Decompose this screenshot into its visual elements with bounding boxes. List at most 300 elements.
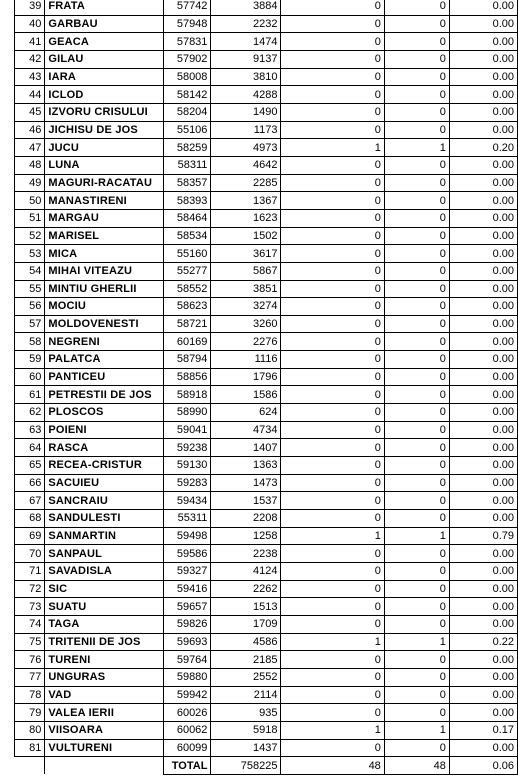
locality-name-cell: VIISOARA — [45, 721, 164, 739]
table-row — [15, 333, 518, 351]
percent-cell: 0.00 — [449, 739, 517, 757]
row-number-cell: 50 — [15, 192, 45, 210]
locality-code-cell: 58311 — [164, 156, 211, 174]
count-a-cell: 0 — [281, 333, 384, 351]
table-row — [15, 668, 518, 686]
count-a-cell: 0 — [281, 33, 384, 51]
population-cell: 3617 — [211, 245, 281, 263]
percent-cell: 0.00 — [449, 368, 517, 386]
percent-cell: 0.00 — [449, 615, 517, 633]
count-b-cell: 0 — [384, 563, 449, 581]
row-number-cell: 46 — [15, 121, 45, 139]
count-b-cell: 0 — [384, 457, 449, 475]
locality-code-cell: 60099 — [164, 739, 211, 757]
count-b-cell: 0 — [384, 15, 449, 33]
locality-name-cell: FRATA — [45, 0, 164, 15]
row-number-cell: 41 — [15, 33, 45, 51]
row-number-cell: 47 — [15, 139, 45, 157]
table-row — [15, 457, 518, 475]
count-b-cell: 0 — [384, 103, 449, 121]
locality-code-cell: 58259 — [164, 139, 211, 157]
row-number-cell: 64 — [15, 439, 45, 457]
population-cell: 2285 — [211, 174, 281, 192]
row-number-cell: 80 — [15, 721, 45, 739]
row-number-cell: 52 — [15, 227, 45, 245]
row-number-cell: 51 — [15, 209, 45, 227]
locality-name-cell: JICHISU DE JOS — [45, 121, 164, 139]
locality-code-cell: 57948 — [164, 15, 211, 33]
locality-name-cell: RECEA-CRISTUR — [45, 457, 164, 475]
percent-cell: 0.00 — [449, 351, 517, 369]
table-row — [15, 50, 518, 68]
population-cell: 1796 — [211, 368, 281, 386]
row-number-cell: 60 — [15, 368, 45, 386]
count-a-cell: 1 — [281, 139, 384, 157]
population-cell: 4586 — [211, 633, 281, 651]
locality-name-cell: SUATU — [45, 598, 164, 616]
table-row — [15, 421, 518, 439]
locality-code-cell: 59416 — [164, 580, 211, 598]
row-number-cell: 39 — [15, 0, 45, 15]
row-number-cell: 63 — [15, 421, 45, 439]
row-number-cell: 48 — [15, 156, 45, 174]
locality-code-cell: 59586 — [164, 545, 211, 563]
count-a-cell: 0 — [281, 404, 384, 422]
percent-cell: 0.00 — [449, 386, 517, 404]
count-b-cell: 1 — [384, 633, 449, 651]
count-a-cell: 0 — [281, 704, 384, 722]
percent-cell: 0.00 — [449, 668, 517, 686]
table-row — [15, 351, 518, 369]
count-a-cell: 0 — [281, 386, 384, 404]
population-cell: 4124 — [211, 563, 281, 581]
locality-code-cell: 57902 — [164, 50, 211, 68]
total-row — [15, 757, 518, 775]
count-a-cell: 0 — [281, 457, 384, 475]
population-cell: 1490 — [211, 103, 281, 121]
locality-name-cell: MINTIU GHERLII — [45, 280, 164, 298]
count-b-cell: 0 — [384, 580, 449, 598]
percent-cell: 0.00 — [449, 333, 517, 351]
population-cell: 935 — [211, 704, 281, 722]
locality-name-cell: GARBAU — [45, 15, 164, 33]
locality-code-cell: 57831 — [164, 33, 211, 51]
table-row — [15, 386, 518, 404]
count-a-cell: 0 — [281, 615, 384, 633]
count-b-cell: 0 — [384, 615, 449, 633]
row-number-cell: 79 — [15, 704, 45, 722]
population-cell: 5918 — [211, 721, 281, 739]
percent-cell: 0.00 — [449, 563, 517, 581]
table-row — [15, 580, 518, 598]
locality-code-cell: 58794 — [164, 351, 211, 369]
locality-name-cell: JUCU — [45, 139, 164, 157]
row-number-cell: 61 — [15, 386, 45, 404]
locality-code-cell: 58464 — [164, 209, 211, 227]
percent-cell: 0.00 — [449, 315, 517, 333]
locality-name-cell: SAVADISLA — [45, 563, 164, 581]
locality-code-cell: 59498 — [164, 527, 211, 545]
row-number-cell: 69 — [15, 527, 45, 545]
row-number-cell: 58 — [15, 333, 45, 351]
locality-code-cell: 58393 — [164, 192, 211, 210]
table-row — [15, 245, 518, 263]
population-cell: 2185 — [211, 651, 281, 669]
locality-name-cell: MOCIU — [45, 298, 164, 316]
locality-name-cell: MARGAU — [45, 209, 164, 227]
count-a-cell: 0 — [281, 686, 384, 704]
population-cell: 1537 — [211, 492, 281, 510]
locality-code-cell: 59041 — [164, 421, 211, 439]
table-row — [15, 598, 518, 616]
locality-name-cell: NEGRENI — [45, 333, 164, 351]
population-cell: 3260 — [211, 315, 281, 333]
count-b-cell: 0 — [384, 33, 449, 51]
table-row — [15, 192, 518, 210]
locality-code-cell: 58990 — [164, 404, 211, 422]
count-b-cell: 0 — [384, 86, 449, 104]
count-b-cell: 0 — [384, 421, 449, 439]
total-population: 758225 — [211, 757, 281, 775]
population-cell: 1623 — [211, 209, 281, 227]
percent-cell: 0.00 — [449, 704, 517, 722]
locality-name-cell: SACUIEU — [45, 474, 164, 492]
table-row — [15, 563, 518, 581]
population-cell: 2232 — [211, 15, 281, 33]
count-b-cell: 0 — [384, 262, 449, 280]
population-cell: 1173 — [211, 121, 281, 139]
locality-name-cell: MIHAI VITEAZU — [45, 262, 164, 280]
population-cell: 2238 — [211, 545, 281, 563]
table-row — [15, 33, 518, 51]
table-row — [15, 545, 518, 563]
percent-cell: 0.17 — [449, 721, 517, 739]
row-number-cell: 68 — [15, 510, 45, 528]
count-a-cell: 0 — [281, 192, 384, 210]
locality-code-cell: 59130 — [164, 457, 211, 475]
count-a-cell: 0 — [281, 298, 384, 316]
locality-code-cell: 59764 — [164, 651, 211, 669]
locality-code-cell: 58623 — [164, 298, 211, 316]
table-row — [15, 15, 518, 33]
table-row — [15, 68, 518, 86]
percent-cell: 0.00 — [449, 545, 517, 563]
table-row — [15, 121, 518, 139]
locality-name-cell: TRITENII DE JOS — [45, 633, 164, 651]
population-cell: 1709 — [211, 615, 281, 633]
percent-cell: 0.00 — [449, 280, 517, 298]
count-a-cell: 0 — [281, 245, 384, 263]
row-number-cell: 73 — [15, 598, 45, 616]
locality-code-cell: 57742 — [164, 0, 211, 15]
count-a-cell: 1 — [281, 721, 384, 739]
row-number-cell: 75 — [15, 633, 45, 651]
percent-cell: 0.00 — [449, 33, 517, 51]
population-cell: 1363 — [211, 457, 281, 475]
count-b-cell: 0 — [384, 368, 449, 386]
locality-code-cell: 58142 — [164, 86, 211, 104]
locality-code-cell: 58856 — [164, 368, 211, 386]
count-b-cell: 0 — [384, 739, 449, 757]
percent-cell: 0.00 — [449, 50, 517, 68]
table-row — [15, 404, 518, 422]
locality-code-cell: 58357 — [164, 174, 211, 192]
percent-cell: 0.00 — [449, 262, 517, 280]
percent-cell: 0.00 — [449, 121, 517, 139]
population-cell: 2552 — [211, 668, 281, 686]
locality-name-cell: SANCRAIU — [45, 492, 164, 510]
table-row — [15, 174, 518, 192]
row-number-cell: 62 — [15, 404, 45, 422]
count-b-cell: 1 — [384, 139, 449, 157]
percent-cell: 0.00 — [449, 103, 517, 121]
population-cell: 1502 — [211, 227, 281, 245]
population-cell: 4734 — [211, 421, 281, 439]
percent-cell: 0.00 — [449, 510, 517, 528]
count-b-cell: 0 — [384, 668, 449, 686]
row-number-cell: 42 — [15, 50, 45, 68]
locality-code-cell: 55311 — [164, 510, 211, 528]
count-b-cell: 0 — [384, 298, 449, 316]
count-b-cell: 0 — [384, 50, 449, 68]
count-b-cell: 1 — [384, 721, 449, 739]
locality-name-cell: PETRESTII DE JOS — [45, 386, 164, 404]
population-cell: 5867 — [211, 262, 281, 280]
locality-name-cell: SANPAUL — [45, 545, 164, 563]
locality-code-cell: 59283 — [164, 474, 211, 492]
row-number-cell: 78 — [15, 686, 45, 704]
row-number-cell: 49 — [15, 174, 45, 192]
count-a-cell: 0 — [281, 421, 384, 439]
table-row — [15, 156, 518, 174]
row-number-cell: 43 — [15, 68, 45, 86]
count-a-cell: 0 — [281, 651, 384, 669]
population-cell: 4973 — [211, 139, 281, 157]
population-cell: 624 — [211, 404, 281, 422]
row-number-cell: 57 — [15, 315, 45, 333]
total-percent: 0.06 — [449, 757, 517, 775]
count-b-cell: 0 — [384, 227, 449, 245]
locality-code-cell: 59826 — [164, 615, 211, 633]
count-b-cell: 0 — [384, 351, 449, 369]
count-a-cell: 0 — [281, 50, 384, 68]
count-b-cell: 0 — [384, 492, 449, 510]
total-blank-cell — [15, 757, 45, 775]
count-b-cell: 0 — [384, 333, 449, 351]
total-count-a: 48 — [281, 757, 384, 775]
table-row — [15, 280, 518, 298]
locality-name-cell: POIENI — [45, 421, 164, 439]
count-b-cell: 0 — [384, 245, 449, 263]
table-row — [15, 633, 518, 651]
percent-cell: 0.00 — [449, 15, 517, 33]
count-a-cell: 1 — [281, 633, 384, 651]
row-number-cell: 67 — [15, 492, 45, 510]
count-b-cell: 0 — [384, 510, 449, 528]
locality-name-cell: GEACA — [45, 33, 164, 51]
locality-name-cell: GILAU — [45, 50, 164, 68]
count-a-cell: 0 — [281, 439, 384, 457]
count-a-cell: 0 — [281, 368, 384, 386]
percent-cell: 0.00 — [449, 68, 517, 86]
total-blank-cell — [45, 757, 164, 775]
locality-code-cell: 59942 — [164, 686, 211, 704]
row-number-cell: 65 — [15, 457, 45, 475]
locality-name-cell: PLOSCOS — [45, 404, 164, 422]
table-row — [15, 439, 518, 457]
count-b-cell: 0 — [384, 192, 449, 210]
table-row — [15, 315, 518, 333]
count-a-cell: 1 — [281, 527, 384, 545]
locality-name-cell: RASCA — [45, 439, 164, 457]
percent-cell: 0.00 — [449, 421, 517, 439]
locality-code-cell: 58918 — [164, 386, 211, 404]
percent-cell: 0.00 — [449, 404, 517, 422]
population-cell: 1437 — [211, 739, 281, 757]
count-a-cell: 0 — [281, 492, 384, 510]
count-b-cell: 0 — [384, 474, 449, 492]
total-count-b: 48 — [384, 757, 449, 775]
percent-cell: 0.79 — [449, 527, 517, 545]
count-a-cell: 0 — [281, 86, 384, 104]
locality-name-cell: SANDULESTI — [45, 510, 164, 528]
population-cell: 1474 — [211, 33, 281, 51]
percent-cell: 0.00 — [449, 227, 517, 245]
count-b-cell: 0 — [384, 386, 449, 404]
count-b-cell: 0 — [384, 545, 449, 563]
count-a-cell: 0 — [281, 121, 384, 139]
locality-code-cell: 59238 — [164, 439, 211, 457]
percent-cell: 0.00 — [449, 174, 517, 192]
count-b-cell: 0 — [384, 704, 449, 722]
population-cell: 1116 — [211, 351, 281, 369]
count-a-cell: 0 — [281, 280, 384, 298]
row-number-cell: 77 — [15, 668, 45, 686]
row-number-cell: 71 — [15, 563, 45, 581]
locality-name-cell: SIC — [45, 580, 164, 598]
percent-cell: 0.00 — [449, 156, 517, 174]
locality-name-cell: LUNA — [45, 156, 164, 174]
locality-code-cell: 58534 — [164, 227, 211, 245]
count-a-cell: 0 — [281, 510, 384, 528]
total-label: TOTAL — [164, 757, 211, 775]
locality-code-cell: 60026 — [164, 704, 211, 722]
count-a-cell: 0 — [281, 668, 384, 686]
locality-code-cell: 59880 — [164, 668, 211, 686]
count-a-cell: 0 — [281, 156, 384, 174]
table-row — [15, 492, 518, 510]
row-number-cell: 74 — [15, 615, 45, 633]
count-b-cell: 1 — [384, 527, 449, 545]
locality-name-cell: IZVORU CRISULUI — [45, 103, 164, 121]
population-cell: 3810 — [211, 68, 281, 86]
table-row — [15, 704, 518, 722]
locality-name-cell: UNGURAS — [45, 668, 164, 686]
locality-name-cell: MICA — [45, 245, 164, 263]
locality-code-cell: 58721 — [164, 315, 211, 333]
count-b-cell: 0 — [384, 439, 449, 457]
table-body — [15, 0, 518, 757]
count-a-cell: 0 — [281, 209, 384, 227]
table-row — [15, 651, 518, 669]
locality-code-cell: 60062 — [164, 721, 211, 739]
table-row — [15, 86, 518, 104]
count-b-cell: 0 — [384, 315, 449, 333]
table-row — [15, 209, 518, 227]
population-cell: 1513 — [211, 598, 281, 616]
table-row — [15, 721, 518, 739]
table-row — [15, 510, 518, 528]
count-b-cell: 0 — [384, 404, 449, 422]
percent-cell: 0.00 — [449, 457, 517, 475]
locality-code-cell: 55106 — [164, 121, 211, 139]
population-cell: 1367 — [211, 192, 281, 210]
row-number-cell: 54 — [15, 262, 45, 280]
table-row — [15, 0, 518, 15]
count-a-cell: 0 — [281, 227, 384, 245]
locality-name-cell: VAD — [45, 686, 164, 704]
table-row — [15, 298, 518, 316]
row-number-cell: 66 — [15, 474, 45, 492]
locality-name-cell: MANASTIRENI — [45, 192, 164, 210]
count-a-cell: 0 — [281, 598, 384, 616]
locality-name-cell: VULTURENI — [45, 739, 164, 757]
locality-code-cell: 59434 — [164, 492, 211, 510]
locality-name-cell: PANTICEU — [45, 368, 164, 386]
count-a-cell: 0 — [281, 351, 384, 369]
count-a-cell: 0 — [281, 315, 384, 333]
count-a-cell: 0 — [281, 103, 384, 121]
locality-name-cell: MOLDOVENESTI — [45, 315, 164, 333]
count-a-cell: 0 — [281, 739, 384, 757]
population-cell: 2276 — [211, 333, 281, 351]
percent-cell: 0.22 — [449, 633, 517, 651]
population-cell: 3274 — [211, 298, 281, 316]
table-row — [15, 139, 518, 157]
table-row — [15, 474, 518, 492]
count-b-cell: 0 — [384, 68, 449, 86]
row-number-cell: 55 — [15, 280, 45, 298]
population-cell: 1407 — [211, 439, 281, 457]
percent-cell: 0.00 — [449, 651, 517, 669]
percent-cell: 0.00 — [449, 245, 517, 263]
locality-code-cell: 58008 — [164, 68, 211, 86]
population-cell: 4288 — [211, 86, 281, 104]
table-row — [15, 615, 518, 633]
percent-cell: 0.00 — [449, 209, 517, 227]
row-number-cell: 81 — [15, 739, 45, 757]
row-number-cell: 45 — [15, 103, 45, 121]
count-a-cell: 0 — [281, 474, 384, 492]
population-cell: 9137 — [211, 50, 281, 68]
count-a-cell: 0 — [281, 0, 384, 15]
population-cell: 2114 — [211, 686, 281, 704]
count-a-cell: 0 — [281, 563, 384, 581]
percent-cell: 0.00 — [449, 298, 517, 316]
percent-cell: 0.00 — [449, 439, 517, 457]
population-cell: 1586 — [211, 386, 281, 404]
locality-name-cell: ICLOD — [45, 86, 164, 104]
locality-code-cell: 58204 — [164, 103, 211, 121]
locality-code-cell: 55277 — [164, 262, 211, 280]
row-number-cell: 59 — [15, 351, 45, 369]
count-b-cell: 0 — [384, 651, 449, 669]
count-b-cell: 0 — [384, 156, 449, 174]
table-row — [15, 686, 518, 704]
population-cell: 2262 — [211, 580, 281, 598]
locality-code-cell: 59657 — [164, 598, 211, 616]
row-number-cell: 53 — [15, 245, 45, 263]
